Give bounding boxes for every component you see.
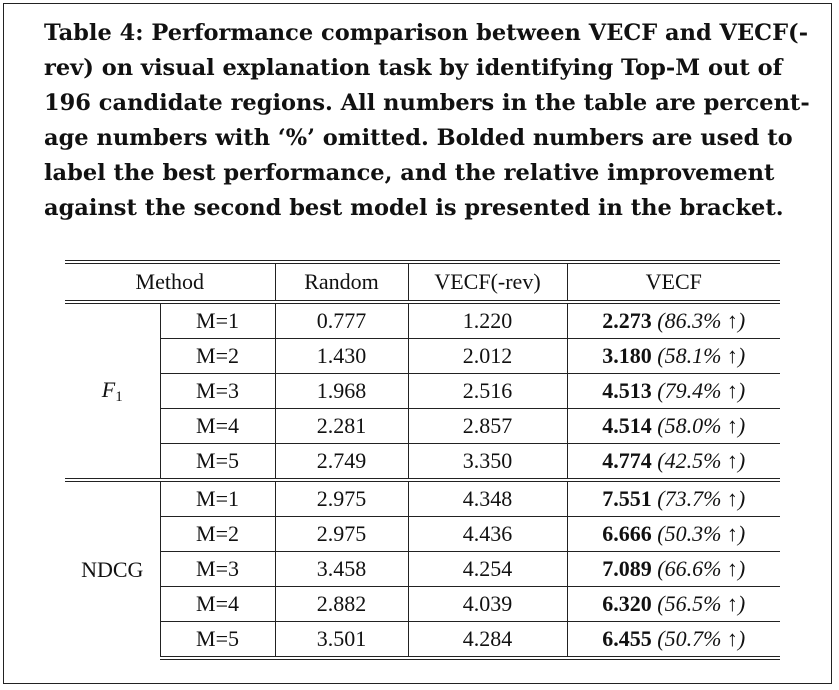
vecf-value: 4.514 — [602, 413, 652, 438]
group-label-text: F — [101, 376, 116, 402]
header-vecf: VECF — [567, 262, 780, 302]
table-row — [65, 374, 780, 409]
cell-m: M=2 — [160, 517, 275, 552]
vecf-value: 6.320 — [602, 591, 652, 616]
cell-vecf — [567, 517, 780, 552]
table-row — [65, 409, 780, 444]
cell-vecf — [567, 409, 780, 444]
cell-vecf — [567, 374, 780, 409]
relative-improvement: (56.5% ↑) — [657, 591, 746, 616]
cell-m: M=2 — [160, 339, 275, 374]
cell-vecf — [567, 552, 780, 587]
vecf-value: 3.180 — [602, 343, 652, 368]
cell-vecf — [567, 587, 780, 622]
relative-improvement: (66.6% ↑) — [657, 556, 746, 581]
cell-random: 2.281 — [275, 409, 408, 444]
relative-improvement: (42.5% ↑) — [657, 448, 746, 473]
caption-line: label the best performance, and the relative improvement — [44, 160, 775, 186]
table-row — [65, 339, 780, 374]
cell-m: M=1 — [160, 302, 275, 339]
relative-improvement: (50.7% ↑) — [657, 626, 746, 651]
group-label — [65, 480, 160, 658]
cell-vecf — [567, 302, 780, 339]
cell-m: M=4 — [160, 409, 275, 444]
cell-random: 2.749 — [275, 444, 408, 481]
caption-line: Table 4: Performance comparison between VECF and VECF(- — [44, 20, 809, 46]
header-method: Method — [65, 262, 275, 302]
relative-improvement: (50.3% ↑) — [657, 521, 746, 546]
cell-m: M=4 — [160, 587, 275, 622]
cell-random: 1.968 — [275, 374, 408, 409]
table-row — [65, 622, 780, 659]
relative-improvement: (79.4% ↑) — [657, 378, 746, 403]
group-label-subscript: 1 — [115, 388, 123, 405]
cell-m: M=3 — [160, 552, 275, 587]
header-row — [65, 262, 780, 302]
group-label — [65, 302, 160, 480]
cell-vecf-rev: 2.857 — [408, 409, 567, 444]
cell-random: 0.777 — [275, 302, 408, 339]
relative-improvement: (58.0% ↑) — [657, 413, 746, 438]
cell-m: M=1 — [160, 480, 275, 517]
vecf-value: 6.455 — [602, 626, 652, 651]
cell-random: 3.501 — [275, 622, 408, 659]
cell-m: M=5 — [160, 622, 275, 659]
caption-line: rev) on visual explanation task by identifying Top-M out of — [44, 55, 783, 81]
vecf-value: 6.666 — [602, 521, 652, 546]
group-f1-body — [65, 302, 780, 480]
cell-vecf — [567, 339, 780, 374]
table-caption — [44, 16, 814, 226]
header-random: Random — [275, 262, 408, 302]
cell-vecf-rev: 4.348 — [408, 480, 567, 517]
table-row — [65, 444, 780, 481]
group-ndcg-body — [65, 480, 780, 658]
cell-vecf-rev: 4.039 — [408, 587, 567, 622]
cell-vecf-rev: 2.012 — [408, 339, 567, 374]
cell-random: 1.430 — [275, 339, 408, 374]
table-row — [65, 587, 780, 622]
table-row — [65, 302, 780, 339]
caption-line: against the second best model is presented in the bracket. — [44, 195, 784, 221]
cell-vecf-rev: 4.436 — [408, 517, 567, 552]
table-row — [65, 517, 780, 552]
cell-m: M=5 — [160, 444, 275, 481]
results-table — [65, 260, 780, 660]
cell-random: 3.458 — [275, 552, 408, 587]
cell-vecf-rev: 1.220 — [408, 302, 567, 339]
cell-vecf — [567, 622, 780, 659]
vecf-value: 4.774 — [602, 448, 652, 473]
cell-vecf-rev: 4.284 — [408, 622, 567, 659]
cell-vecf-rev: 2.516 — [408, 374, 567, 409]
cell-vecf-rev: 3.350 — [408, 444, 567, 481]
group-label-text: NDCG — [81, 557, 144, 582]
vecf-value: 7.089 — [602, 556, 652, 581]
table-row — [65, 552, 780, 587]
relative-improvement: (86.3% ↑) — [657, 308, 746, 333]
cell-vecf — [567, 480, 780, 517]
cell-m: M=3 — [160, 374, 275, 409]
relative-improvement: (58.1% ↑) — [657, 343, 746, 368]
cell-random: 2.975 — [275, 517, 408, 552]
cell-random: 2.882 — [275, 587, 408, 622]
cell-vecf — [567, 444, 780, 481]
vecf-value: 4.513 — [602, 378, 652, 403]
caption-line: age numbers with ‘%’ omitted. Bolded numbers are used to — [44, 125, 793, 151]
caption-line: 196 candidate regions. All numbers in the table are percent- — [44, 90, 810, 116]
cell-random: 2.975 — [275, 480, 408, 517]
header-vecf-rev: VECF(-rev) — [408, 262, 567, 302]
vecf-value: 2.273 — [602, 308, 652, 333]
vecf-value: 7.551 — [602, 486, 652, 511]
table-row — [65, 480, 780, 517]
cell-vecf-rev: 4.254 — [408, 552, 567, 587]
relative-improvement: (73.7% ↑) — [657, 486, 746, 511]
